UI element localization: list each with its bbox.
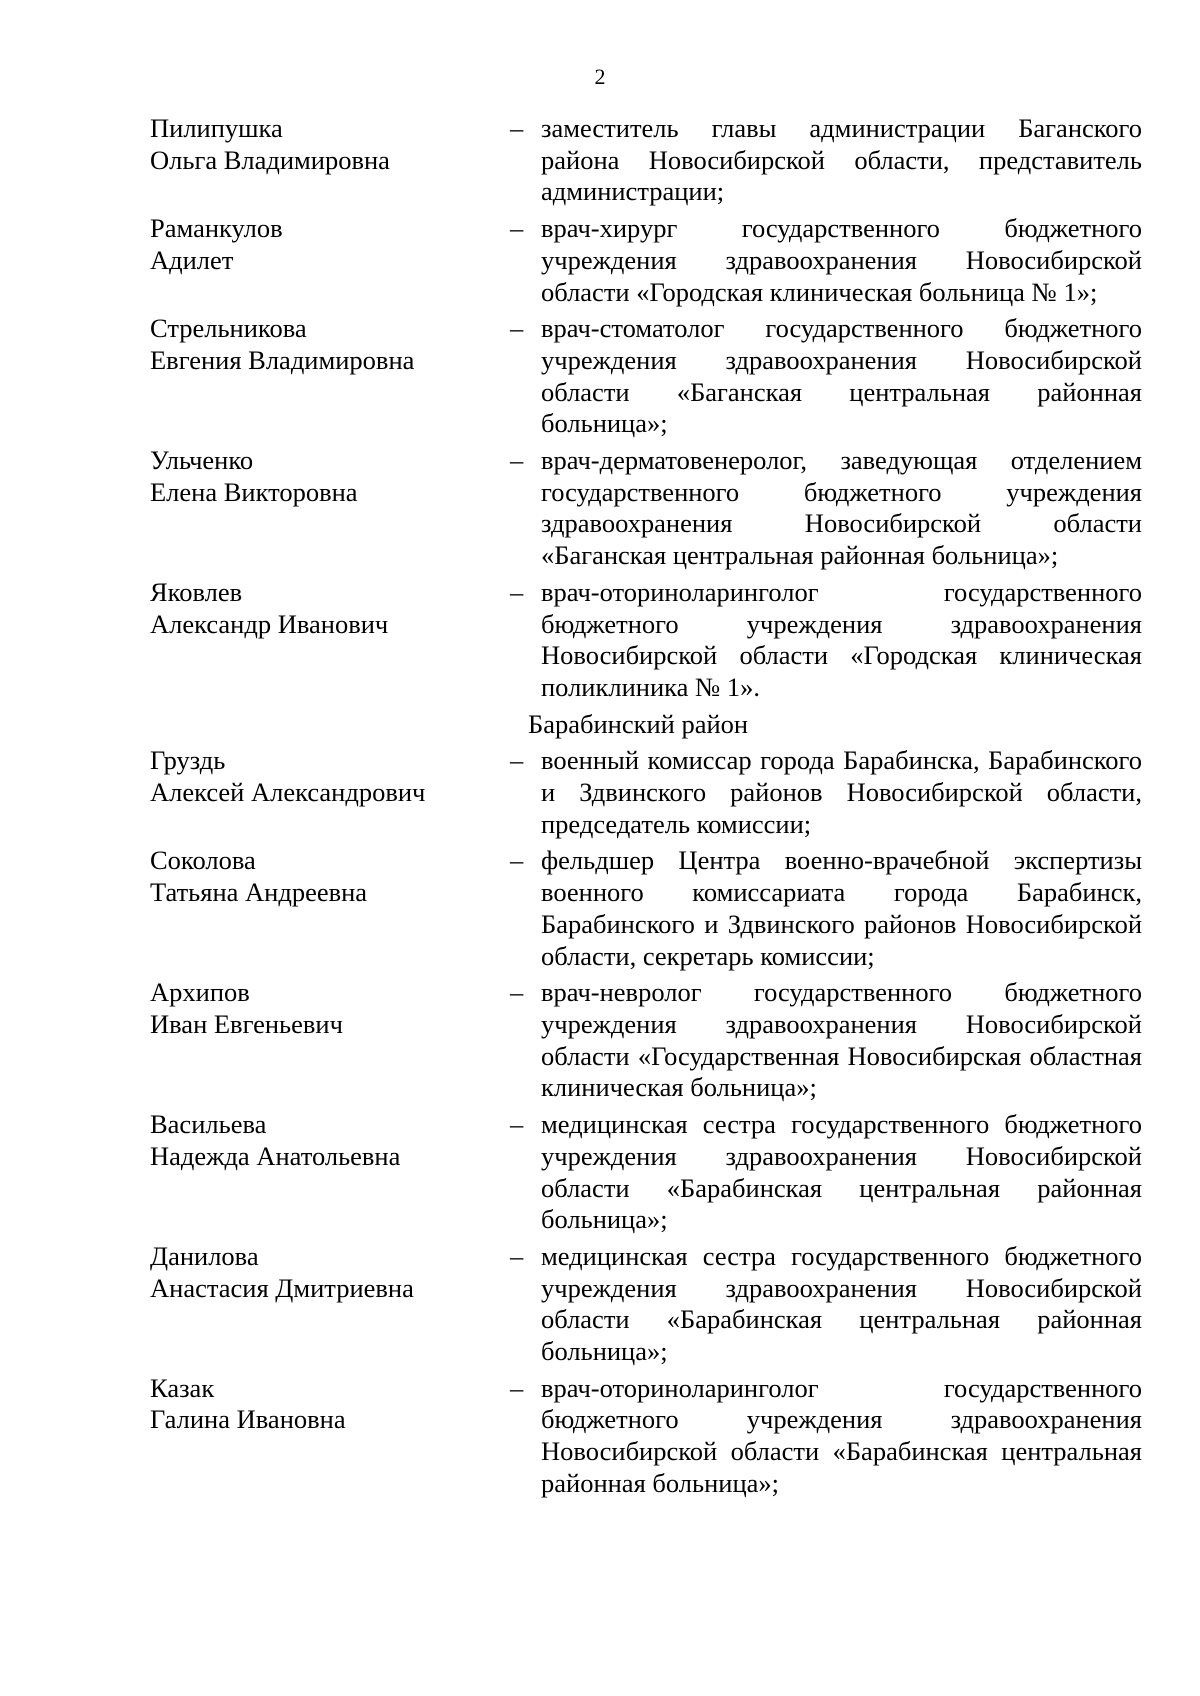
commission-member-list xyxy=(0,113,1200,1505)
member-first-names: Галина Ивановна xyxy=(150,1404,346,1435)
member-last-name: Соколова xyxy=(150,845,256,876)
dash-separator: – xyxy=(510,1109,524,1140)
member-entry xyxy=(0,313,1200,440)
member-last-name: Ульченко xyxy=(150,445,254,476)
page-number: 2 xyxy=(594,64,606,89)
member-first-names: Евгения Владимировна xyxy=(150,344,415,375)
member-name xyxy=(150,213,490,276)
member-position: врач-невролог государственного бюджетного учреждения здравоохранения Новосибирской области «Государственная Новосибирская областная клиническая больница»; xyxy=(541,977,1142,1103)
member-first-names: Елена Викторовна xyxy=(150,476,358,507)
member-entry xyxy=(0,445,1200,572)
member-position: врач-стоматолог государственного бюджетного учреждения здравоохранения Новосибирской области «Баганская центральная районная больница»; xyxy=(541,313,1142,439)
member-name xyxy=(150,977,490,1040)
member-last-name: Стрельникова xyxy=(150,313,307,344)
member-first-names: Татьяна Андреевна xyxy=(150,877,368,908)
dash-separator: – xyxy=(510,1372,524,1403)
dash-separator: – xyxy=(510,845,524,876)
district-heading: Барабинский район xyxy=(528,708,749,739)
member-name xyxy=(150,845,490,908)
member-last-name: Раманкулов xyxy=(150,213,283,244)
member-last-name: Груздь xyxy=(150,745,226,776)
member-name xyxy=(150,1373,490,1436)
member-name xyxy=(150,313,490,376)
member-first-names: Алексей Александрович xyxy=(150,777,426,808)
member-position: медицинская сестра государственного бюджетного учреждения здравоохранения Новосибирской области «Барабинская центральная районная больница»; xyxy=(541,1240,1142,1367)
dash-separator: – xyxy=(510,977,524,1008)
member-last-name: Данилова xyxy=(150,1240,259,1271)
member-name xyxy=(150,745,490,808)
dash-separator: – xyxy=(510,313,524,344)
member-last-name: Пилипушка xyxy=(150,113,283,143)
member-last-name: Казак xyxy=(150,1372,215,1403)
member-entry xyxy=(0,745,1200,840)
member-entry xyxy=(0,1241,1200,1368)
member-name xyxy=(150,577,490,640)
member-position: медицинская сестра государственного бюджетного учреждения здравоохранения Новосибирской области «Барабинская центральная районная больница»; xyxy=(541,1109,1142,1235)
member-last-name: Васильева xyxy=(150,1109,267,1140)
member-entry xyxy=(0,977,1200,1104)
dash-separator: – xyxy=(510,745,524,776)
member-position: врач-оториноларинголог государственного бюджетного учреждения здравоохранения Новосибирской области «Городская клиническая поликлиника № 1». xyxy=(541,576,1142,702)
member-entry xyxy=(0,1373,1200,1500)
member-position: врач-дерматовенеролог, заведующая отделением государственного бюджетного учреждения здравоохранения Новосибирской области «Баганская центральная районная больница»; xyxy=(541,445,1142,571)
member-first-names: Анастасия Дмитриевна xyxy=(150,1272,414,1303)
member-entry xyxy=(0,113,1200,208)
member-name xyxy=(150,1109,490,1172)
member-entry xyxy=(0,1109,1200,1236)
member-position: военный комиссар города Барабинска, Барабинского и Здвинского районов Новосибирской области, председатель комиссии; xyxy=(541,745,1142,839)
dash-separator: – xyxy=(510,113,524,143)
member-position: фельдшер Центра военно-врачебной экспертизы военного комиссариата города Барабинск, Барабинского и Здвинского районов Новосибирской области, секретарь комиссии; xyxy=(541,845,1142,971)
dash-separator: – xyxy=(510,445,524,476)
dash-separator: – xyxy=(510,213,524,244)
member-first-names: Иван Евгеньевич xyxy=(150,1008,343,1039)
member-position: врач-оториноларинголог государственного бюджетного учреждения здравоохранения Новосибирской области «Барабинская центральная районная больница»; xyxy=(541,1372,1142,1498)
dash-separator: – xyxy=(510,576,524,607)
member-last-name: Архипов xyxy=(150,977,250,1008)
member-position: врач-хирург государственного бюджетного учреждения здравоохранения Новосибирской области «Городская клиническая больница № 1»; xyxy=(541,213,1142,307)
member-entry xyxy=(0,845,1200,972)
member-position: заместитель главы администрации Баганского района Новосибирской области, представитель администрации; xyxy=(541,113,1142,207)
member-first-names: Надежда Анатольевна xyxy=(150,1140,401,1171)
member-entry xyxy=(0,577,1200,704)
member-first-names: Александр Иванович xyxy=(150,608,389,639)
member-first-names: Адилет xyxy=(150,244,234,275)
member-first-names: Ольга Владимировна xyxy=(150,144,390,175)
member-name xyxy=(150,1241,490,1304)
member-entry xyxy=(0,213,1200,308)
dash-separator: – xyxy=(510,1240,524,1271)
member-name xyxy=(150,113,490,176)
member-name xyxy=(150,445,490,508)
member-last-name: Яковлев xyxy=(150,576,243,607)
